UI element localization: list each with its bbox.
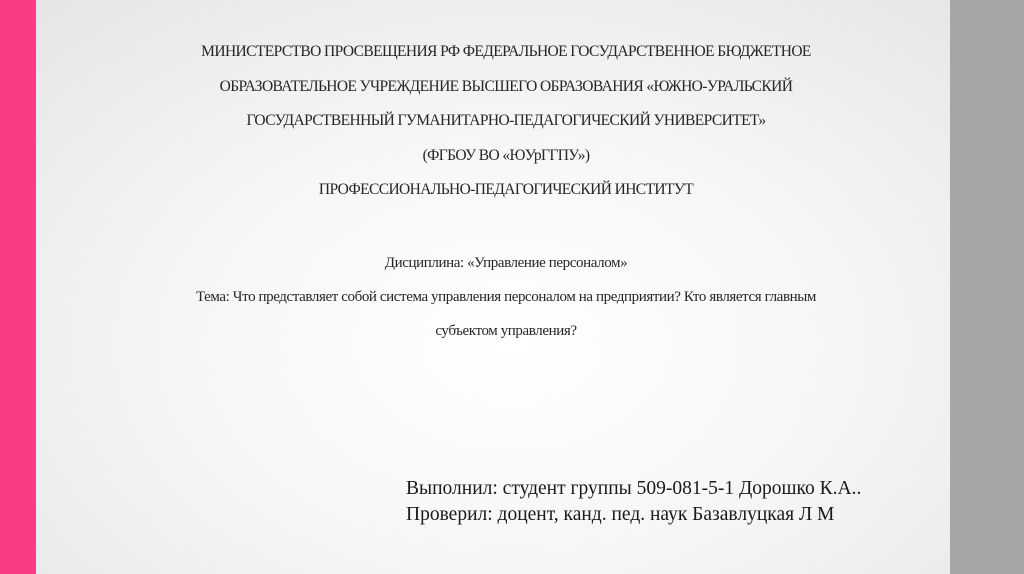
topic-block (76, 246, 936, 348)
header-line-5: ПРОФЕССИОНАЛЬНО-ПЕДАГОГИЧЕСКИЙ ИНСТИТУТ (318, 181, 694, 198)
header-line-2: ОБРАЗОВАТЕЛЬНОЕ УЧРЕЖДЕНИЕ ВЫСШЕГО ОБРАЗОВАНИЯ «ЮЖНО-УРАЛЬСКИЙ (219, 77, 793, 95)
institution-header (76, 35, 936, 208)
header-line-4: (ФГБОУ ВО «ЮУрГГПУ») (422, 146, 590, 164)
left-accent-bar (0, 0, 36, 574)
performed-by-line: Выполнил: студент группы 509-081-5-1 Дорошко К.А.. (406, 478, 862, 499)
checked-by-line: Проверил: доцент, канд. пед. наук Базавлуцкая Л М (406, 504, 835, 525)
header-line-3: ГОСУДАРСТВЕННЫЙ ГУМАНИТАРНО-ПЕДАГОГИЧЕСКИЙ УНИВЕРСИТЕТ» (246, 112, 766, 129)
discipline-line: Дисциплина: «Управление персоналом» (384, 255, 628, 271)
header-line-1: МИНИСТЕРСТВО ПРОСВЕЩЕНИЯ РФ ФЕДЕРАЛЬНОЕ ГОСУДАРСТВЕННОЕ БЮДЖЕТНОЕ (201, 43, 811, 60)
right-accent-bar (950, 0, 1024, 574)
credits-block (406, 476, 861, 528)
theme-line-1: Тема: Что представляет собой система управления персоналом на предприятии? Кто является главным (195, 289, 817, 305)
theme-line-2: субъектом управления? (435, 323, 577, 339)
